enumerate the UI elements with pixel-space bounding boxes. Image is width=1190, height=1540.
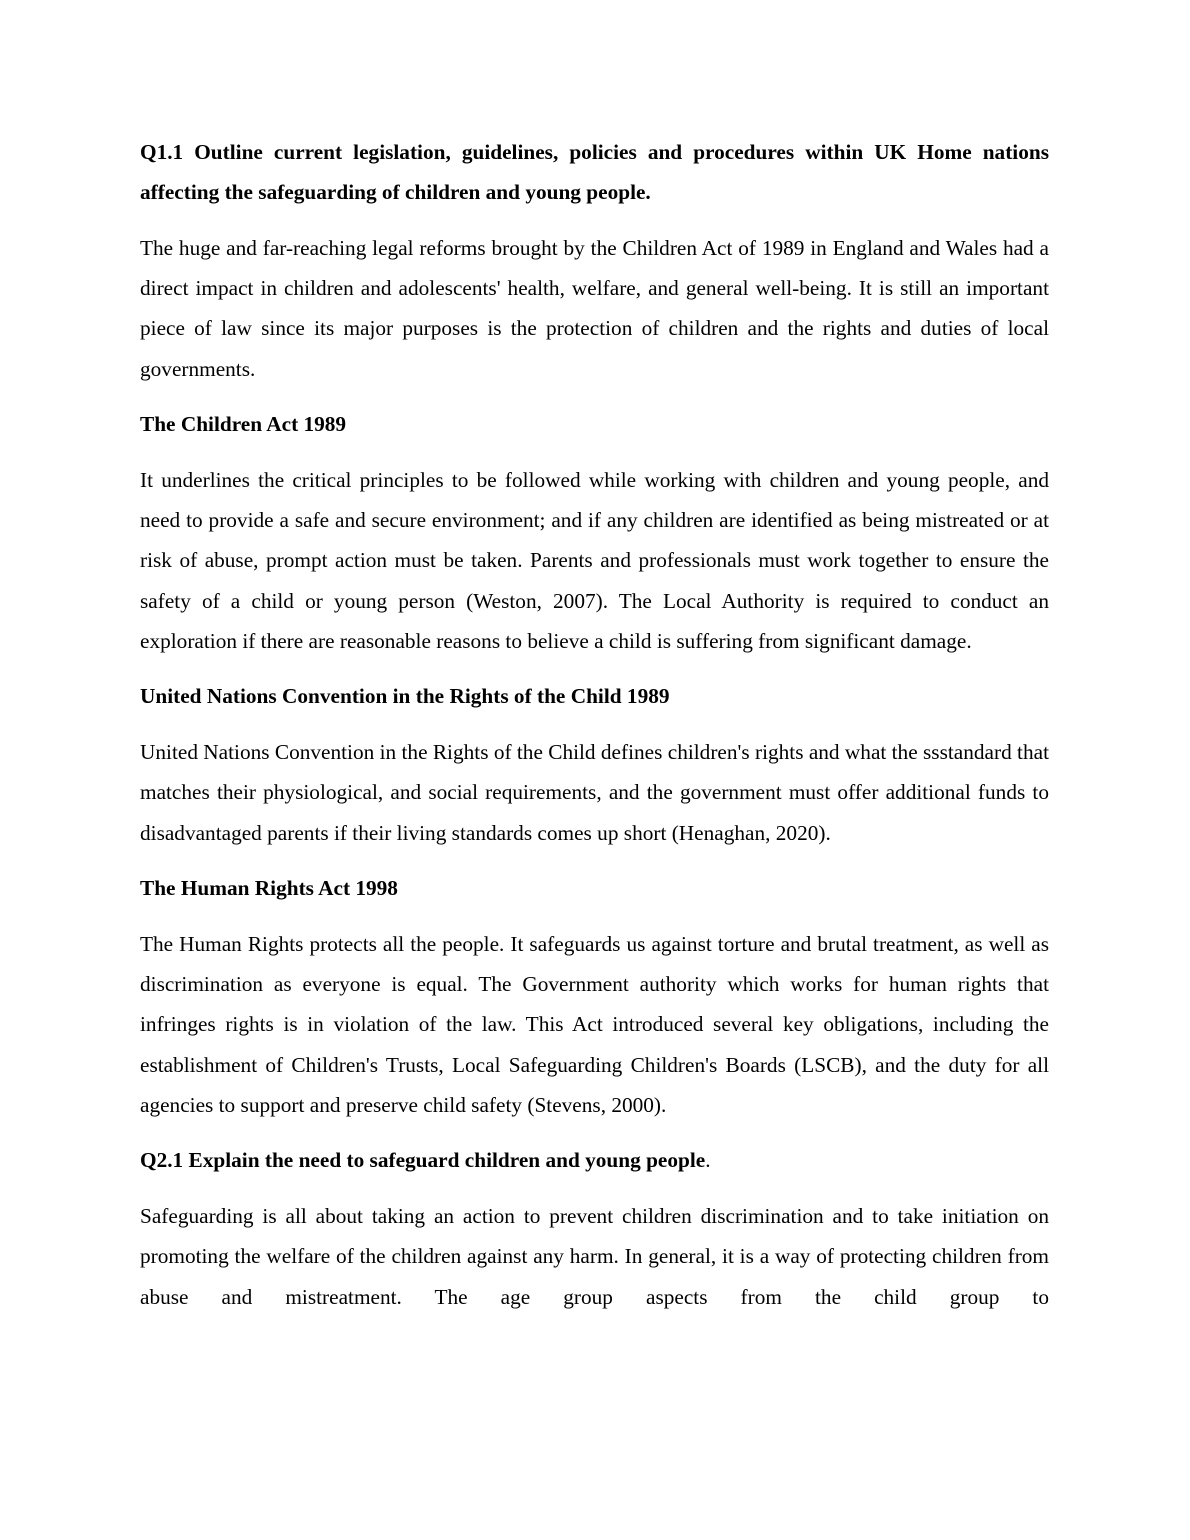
section-paragraph-intro: The huge and far-reaching legal reforms brought by the Children Act of 1989 in England and Wales had a direct impact in children and adolescents' health, welfare, and general well-being. It is still an important piece of law since its major purposes is the protection of children and the rights and duties of local governments.	[140, 235, 1049, 381]
section-heading-q2-1	[140, 1140, 1049, 1180]
section-heading-q2-1-text: Q2.1 Explain the need to safeguard children and young people	[140, 1148, 706, 1173]
section-heading-children-act: The Children Act 1989	[140, 412, 347, 437]
section-heading-human-rights-act: The Human Rights Act 1998	[140, 876, 398, 901]
section-paragraph-uncrc: United Nations Convention in the Rights of the Child defines children's rights and what the ssstandard that matches their physiological, and social requirements, and the government must offer additional funds to disadvantaged parents if their living standards comes up short (Henaghan, 2020).	[140, 740, 1049, 845]
section-heading-uncrc: United Nations Convention in the Rights of the Child 1989	[140, 684, 670, 709]
section-paragraph-safeguarding: Safeguarding is all about taking an action to prevent children discrimination and to take initiation on promoting the welfare of the children against any harm. In general, it is a way of protecting children from abuse and mistreatment. The age group aspects from the child group to	[140, 1204, 1049, 1309]
section-heading-q1-1: Q1.1 Outline current legislation, guidelines, policies and procedures within UK Home nations affecting the safeguarding of children and young people.	[140, 140, 1049, 205]
section-paragraph-children-act: It underlines the critical principles to be followed while working with children and young people, and need to provide a safe and secure environment; and if any children are identified as being mistreated or at risk of abuse, prompt action must be taken. Parents and professionals must work together to ensure the safety of a child or young person (Weston, 2007). The Local Authority is required to conduct an exploration if there are reasonable reasons to believe a child is suffering from significant damage.	[140, 467, 1049, 653]
section-paragraph-human-rights-act: The Human Rights protects all the people. It safeguards us against torture and brutal treatment, as well as discrimination as everyone is equal. The Government authority which works for human rights that infringes rights is in violation of the law. This Act introduced several key obligations, including the establishment of Children's Trusts, Local Safeguarding Children's Boards (LSCB), and the duty for all agencies to support and preserve child safety (Stevens, 2000).	[140, 931, 1049, 1117]
section-heading-q2-1-suffix: .	[705, 1148, 711, 1173]
document-page	[140, 132, 1049, 1317]
